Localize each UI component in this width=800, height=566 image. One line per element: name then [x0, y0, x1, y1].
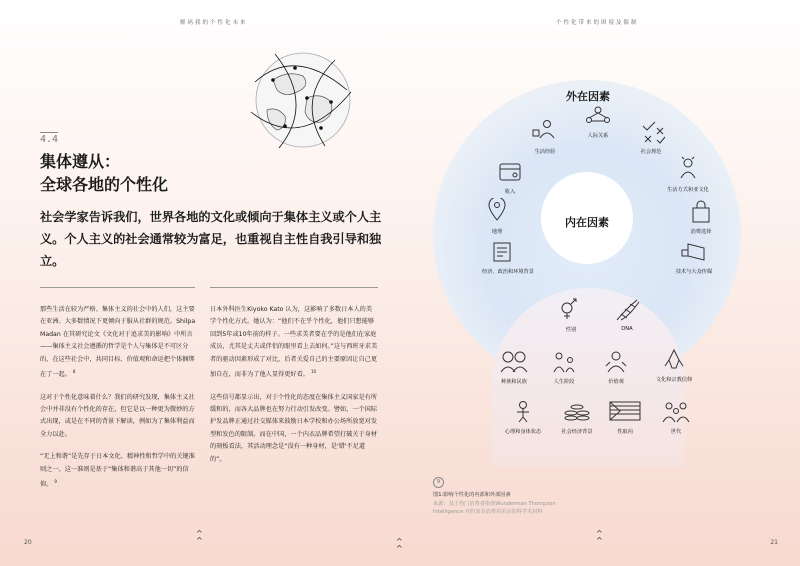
politics-icon	[482, 240, 522, 264]
factor-item: 社会经济背景	[553, 398, 601, 435]
people-network-icon	[578, 104, 618, 128]
life-stage-icon	[543, 348, 585, 374]
paragraph-text: 那些生活在较为严格、集体主义的社会中的人们，这主要在亚洲。大多数情况下更倾向于服从社群的规范。Shilpa Madan 在其研究论文《文化对于追求美的影响》中所言——集体主义社会遵循的哲学是个人与集体是不可区分的，在这些社会中，共同目标、价值观和命运把个体捆绑在了一起。	[40, 306, 196, 379]
caret-mark: ^ ^	[196, 529, 203, 545]
factor-item: 文化和宗教信仰	[652, 346, 696, 383]
title-line-2: 全球各地的个性化	[40, 175, 169, 194]
factor-item: 地理	[477, 198, 517, 235]
lead-paragraph: 社会学家告诉我们，世界各地的文化或倾向于集体主义或个人主义。个人主义的社会通常较为富足，也重视自主性自我引导和独立。	[40, 210, 382, 268]
footnote-ref: 10	[310, 369, 317, 375]
caption-source: 来源：基于热门消费者指南Wunderman Thompson	[433, 501, 556, 507]
caption-source: Intelligence 对约加及消费用采访的科学术材料	[433, 509, 543, 515]
body-paragraph	[210, 304, 378, 382]
section-number: 4.4	[40, 134, 59, 145]
body-column-2	[210, 304, 378, 476]
factor-item: 人生阶段	[543, 348, 585, 385]
gender-icon	[553, 298, 589, 322]
values-icon	[596, 348, 636, 374]
factor-item: 人际关系	[578, 104, 618, 139]
body-paragraph: 这对于个性化意味着什么？我们的研究发现，集体主义社会中并非没有个性化的存在，但它是以一种更为微妙的方式出现，或是在不同的背景下解读，例如为了集体利益而全力以赴。	[40, 393, 195, 438]
right-running-header: 个性化带来的困境及限制	[556, 20, 639, 26]
shopping-icon	[681, 200, 721, 224]
factor-item: 价值观	[596, 348, 636, 385]
title-line-1: 集体遵从：	[40, 152, 121, 171]
factor-item: DNA	[609, 298, 645, 332]
media-icon	[668, 240, 720, 264]
body-column-1	[40, 304, 198, 501]
factor-item: 消费选择	[681, 200, 721, 235]
socioeconomic-icon	[553, 398, 601, 424]
footnote-ref: 9	[54, 478, 57, 484]
external-factors-title: 外在因素	[566, 90, 610, 103]
social-norms-icon	[631, 120, 671, 144]
factor-item: 性别	[553, 298, 589, 333]
factor-item: 生活方式和亚文化	[660, 156, 716, 193]
sexuality-icon	[605, 398, 645, 424]
factor-item: 技术与大众传媒	[668, 240, 720, 275]
factor-item: 收入	[490, 160, 530, 195]
lifestyle-culture-icon	[660, 156, 716, 182]
factor-item: 性取向	[605, 398, 645, 435]
religion-icon	[652, 346, 696, 372]
life-experience-icon	[525, 118, 565, 144]
page-title	[40, 150, 168, 196]
ethnicity-icon	[493, 348, 535, 374]
factor-item: 经济、政治和环境背景	[482, 240, 522, 275]
caption-text: 图1:影响个性化的内部和外部因素	[433, 492, 511, 498]
location-icon	[477, 198, 517, 224]
caret-mark: ^ ^	[396, 537, 403, 553]
left-running-header: 解码我的个性化未来	[180, 20, 248, 26]
caret-mark: ^ ^	[596, 529, 603, 545]
health-icon	[498, 398, 548, 424]
globe-illustration	[245, 42, 360, 154]
page-number-right: 21	[770, 539, 778, 546]
page-number-left: 20	[24, 539, 32, 546]
generation-icon	[656, 398, 696, 424]
factor-item: 心理和身体状态	[498, 398, 548, 435]
body-paragraph: 这些信号都显示出，对于个性化的态度在集体主义国家是有所缓和的，而各大品牌也在努力行动引发改变。譬如，一个国际护发品牌正通过社交媒体来鼓励日本学校和办公场所放宽对发型和发色的限制。而在中国，一个内衣品牌希望打破关于身材的刻板看法，其活动理念是“没有一种身材，是'错'不足道的”。	[210, 393, 378, 463]
factor-item: 种族和民族	[493, 348, 535, 385]
paragraph-text: 日本外科医生Kiyoko Kato 认为，这影响了多数日本人的美学个性化方式。她认为：“他们不在乎个性化，他们只想能够回到5年或10年前的样子。一些求美者要在乎的是他们在家庭成员，尤其是丈夫或伴侣的眼里看上去如何。”这与西班牙求美者的驱动因素形成了对比，后者关爱自己的主要原因让自己更加自在，而非为了他人显得更好看。	[210, 306, 378, 379]
income-icon	[490, 160, 530, 184]
column-divider-left	[40, 287, 195, 288]
figure-caption	[433, 491, 683, 516]
body-paragraph	[40, 304, 198, 382]
paragraph-text: “无上和谐”是先存于日本文化、精神性和哲学中的关键准则之一。这一准则是基于“集体和谐高于其他一切”的信仰。	[40, 453, 195, 488]
footnote-ref: 8	[72, 369, 76, 375]
factor-item: 生活经验	[525, 118, 565, 155]
figure-number-badge: 9	[433, 477, 444, 488]
body-paragraph	[40, 451, 198, 491]
internal-factors-title: 内在因素	[565, 216, 609, 229]
factor-item: 世代	[656, 398, 696, 435]
dna-icon	[609, 298, 645, 322]
column-divider-right	[210, 287, 378, 288]
factor-item: 社会规范	[631, 120, 671, 155]
